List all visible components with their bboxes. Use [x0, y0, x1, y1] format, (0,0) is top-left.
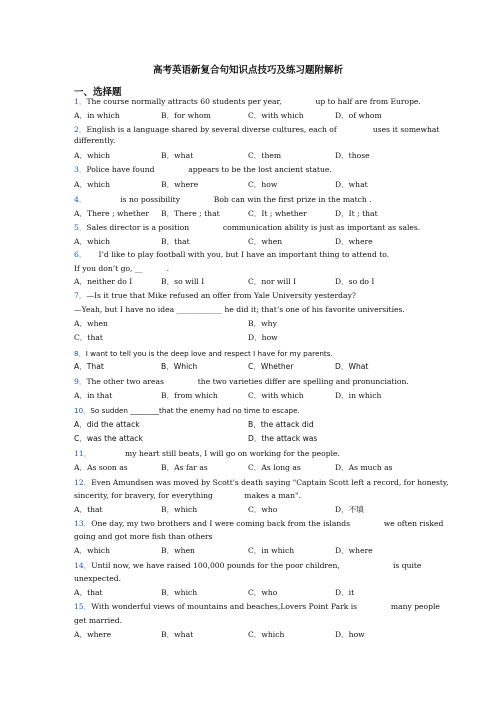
- question-number: 7．: [74, 291, 87, 300]
- answer-option[interactable]: A．in which: [74, 111, 120, 120]
- question-number: 5．: [74, 223, 87, 232]
- answer-option[interactable]: A．which: [74, 546, 111, 555]
- answer-option[interactable]: D．不填: [335, 505, 364, 514]
- answer-option[interactable]: B．As far as: [161, 463, 208, 472]
- answer-option[interactable]: D．so do I: [335, 277, 375, 286]
- question-number: 13．: [74, 519, 92, 528]
- answer-option[interactable]: D．As much as: [335, 463, 393, 472]
- answer-option[interactable]: B．which: [161, 588, 198, 597]
- question-text: If you don’t go, __ .: [74, 264, 169, 273]
- question-text: —Yeah, but I have no idea ____________ he did it; that’s one of his favorite universities.: [74, 305, 405, 314]
- answer-option[interactable]: D．where: [335, 237, 373, 246]
- question-stem: [74, 449, 340, 459]
- answer-option[interactable]: C．It ; whether: [248, 209, 307, 218]
- question-number: 2．: [74, 125, 87, 134]
- answer-option[interactable]: B．for whom: [161, 111, 211, 120]
- question-text: So sudden ________that the enemy had no time to escape.: [90, 406, 300, 415]
- answer-option[interactable]: A．when: [74, 319, 108, 328]
- question-number: 9．: [74, 377, 87, 386]
- question-stem: [74, 406, 300, 416]
- question-text: unexpected.: [74, 574, 121, 583]
- answer-option[interactable]: B．which: [161, 505, 198, 514]
- answer-option[interactable]: D．of whom: [335, 111, 382, 120]
- question-text: Even Amundsen was moved by Scott's death saying "Captain Scott left a record, for honesty,: [91, 478, 449, 487]
- answer-option[interactable]: C．them: [248, 151, 282, 160]
- question-text: The course normally attracts 60 students per year, up to half are from Europe.: [86, 97, 421, 106]
- question-stem-continued: [74, 574, 121, 584]
- question-stem-continued: [74, 305, 405, 315]
- question-stem: [74, 223, 420, 233]
- question-stem: [74, 250, 389, 260]
- question-text: going and got more fish than others: [74, 532, 213, 541]
- question-number: 10．: [74, 406, 91, 415]
- question-stem-continued: [74, 532, 213, 542]
- question-stem: [74, 478, 449, 488]
- answer-option[interactable]: C．with which: [248, 111, 304, 120]
- answer-option[interactable]: A．did the attack: [74, 420, 140, 429]
- answer-option[interactable]: C．As long as: [248, 463, 301, 472]
- question-stem: [74, 377, 409, 387]
- question-stem: [74, 165, 332, 175]
- answer-option[interactable]: B．from which: [161, 391, 218, 400]
- answer-option[interactable]: A．neither do I: [74, 277, 133, 286]
- answer-option[interactable]: C．that: [74, 333, 103, 342]
- question-text: sincerity, for bravery, for everything makes a man".: [74, 491, 301, 500]
- question-stem: [74, 97, 421, 107]
- answer-option[interactable]: C．was the attack: [74, 434, 143, 443]
- question-number: 4．: [74, 195, 87, 204]
- answer-option[interactable]: D．it: [335, 588, 355, 597]
- question-text: One day, my two brothers and I were coming back from the islands we often risked: [91, 519, 444, 528]
- answer-option[interactable]: D．It ; that: [335, 209, 378, 218]
- question-text: is no possibility Bob can win the first prize in the match .: [86, 195, 372, 204]
- question-stem: [74, 561, 421, 571]
- answer-option[interactable]: B．There ; that: [161, 209, 220, 218]
- answer-option[interactable]: D．the attack was: [248, 434, 318, 443]
- answer-option[interactable]: A．which: [74, 151, 111, 160]
- answer-option[interactable]: C．in which: [248, 546, 295, 555]
- answer-option[interactable]: A．that: [74, 588, 103, 597]
- answer-option[interactable]: B．that: [161, 237, 190, 246]
- answer-option[interactable]: A．in that: [74, 391, 113, 400]
- question-stem-continued: [74, 616, 122, 626]
- question-text: Sales director is a position communication ability is just as important as sales.: [86, 223, 421, 232]
- answer-option[interactable]: B．the attack did: [248, 420, 314, 429]
- answer-option[interactable]: B．Which: [161, 362, 198, 371]
- answer-option[interactable]: B．where: [161, 180, 199, 189]
- answer-option[interactable]: D．in which: [335, 391, 382, 400]
- answer-option[interactable]: A．As soon as: [74, 463, 128, 472]
- question-stem: [74, 519, 443, 529]
- answer-option[interactable]: D．how: [335, 630, 365, 639]
- question-text: Until now, we have raised 100,000 pounds for the poor children, is quite: [91, 561, 422, 570]
- question-text: I’d like to play football with you, but I have an important thing to attend to.: [86, 250, 390, 259]
- question-text: differently.: [74, 136, 116, 145]
- answer-option[interactable]: C．with which: [248, 391, 304, 400]
- answer-option[interactable]: C．who: [248, 505, 278, 514]
- question-number: 6．: [74, 250, 87, 259]
- answer-option[interactable]: D．what: [335, 180, 368, 189]
- answer-option[interactable]: A．There ; whether: [74, 209, 149, 218]
- answer-option[interactable]: C．Whether: [248, 362, 294, 371]
- question-stem-continued: [74, 491, 301, 501]
- answer-option[interactable]: B．what: [161, 630, 194, 639]
- question-text: The other two areas the two varieties differ are spelling and pronunciation.: [86, 377, 409, 386]
- answer-option[interactable]: C．which: [248, 630, 285, 639]
- answer-option[interactable]: A．which: [74, 237, 111, 246]
- question-number: 1．: [74, 97, 87, 106]
- answer-option[interactable]: B．why: [248, 319, 277, 328]
- answer-option[interactable]: A．which: [74, 180, 111, 189]
- question-text: my heart still beats, I will go on working for the people.: [91, 449, 340, 458]
- question-stem: [74, 349, 333, 359]
- question-number: 15．: [74, 602, 92, 611]
- question-number: 8．: [74, 349, 86, 358]
- question-stem-continued: [74, 136, 115, 146]
- answer-option[interactable]: D．how: [248, 333, 278, 342]
- answer-option[interactable]: B．so will I: [161, 277, 205, 286]
- answer-option[interactable]: C．when: [248, 237, 283, 246]
- question-stem-continued: [74, 264, 169, 274]
- question-text: —Is it true that Mike refused an offer from Yale University yesterday?: [86, 291, 356, 300]
- answer-option[interactable]: C．who: [248, 588, 278, 597]
- answer-option[interactable]: C．nor will I: [248, 277, 297, 286]
- question-stem: [74, 602, 440, 612]
- section-heading: 一、选择题: [74, 87, 122, 98]
- answer-option[interactable]: D．those: [335, 151, 370, 160]
- question-number: 14．: [74, 561, 92, 570]
- question-stem: [74, 291, 356, 301]
- answer-option[interactable]: B．when: [161, 546, 195, 555]
- answer-option[interactable]: D．where: [335, 546, 373, 555]
- question-text: I want to tell you is the deep love and respect I have for my parents.: [85, 349, 333, 358]
- question-text: With wonderful views of mountains and beaches,Lovers Point Park is many people: [91, 602, 440, 611]
- question-number: 11．: [74, 449, 92, 458]
- question-number: 3．: [74, 165, 87, 174]
- question-text: Police have found appears to be the lost ancient statue.: [86, 165, 332, 174]
- page-title: 高考英语新复合句知识点技巧及练习题附解析: [152, 65, 343, 76]
- answer-option[interactable]: B．what: [161, 151, 194, 160]
- question-stem: [74, 195, 372, 205]
- answer-option[interactable]: D．What: [335, 362, 369, 371]
- question-text: English is a language shared by several diverse cultures, each of uses it somewhat: [86, 125, 440, 134]
- answer-option[interactable]: A．where: [74, 630, 112, 639]
- answer-option[interactable]: A．That: [74, 362, 104, 371]
- question-stem: [74, 125, 439, 135]
- answer-option[interactable]: C．how: [248, 180, 278, 189]
- answer-option[interactable]: A．that: [74, 505, 103, 514]
- question-number: 12．: [74, 478, 92, 487]
- question-text: get married.: [74, 616, 123, 625]
